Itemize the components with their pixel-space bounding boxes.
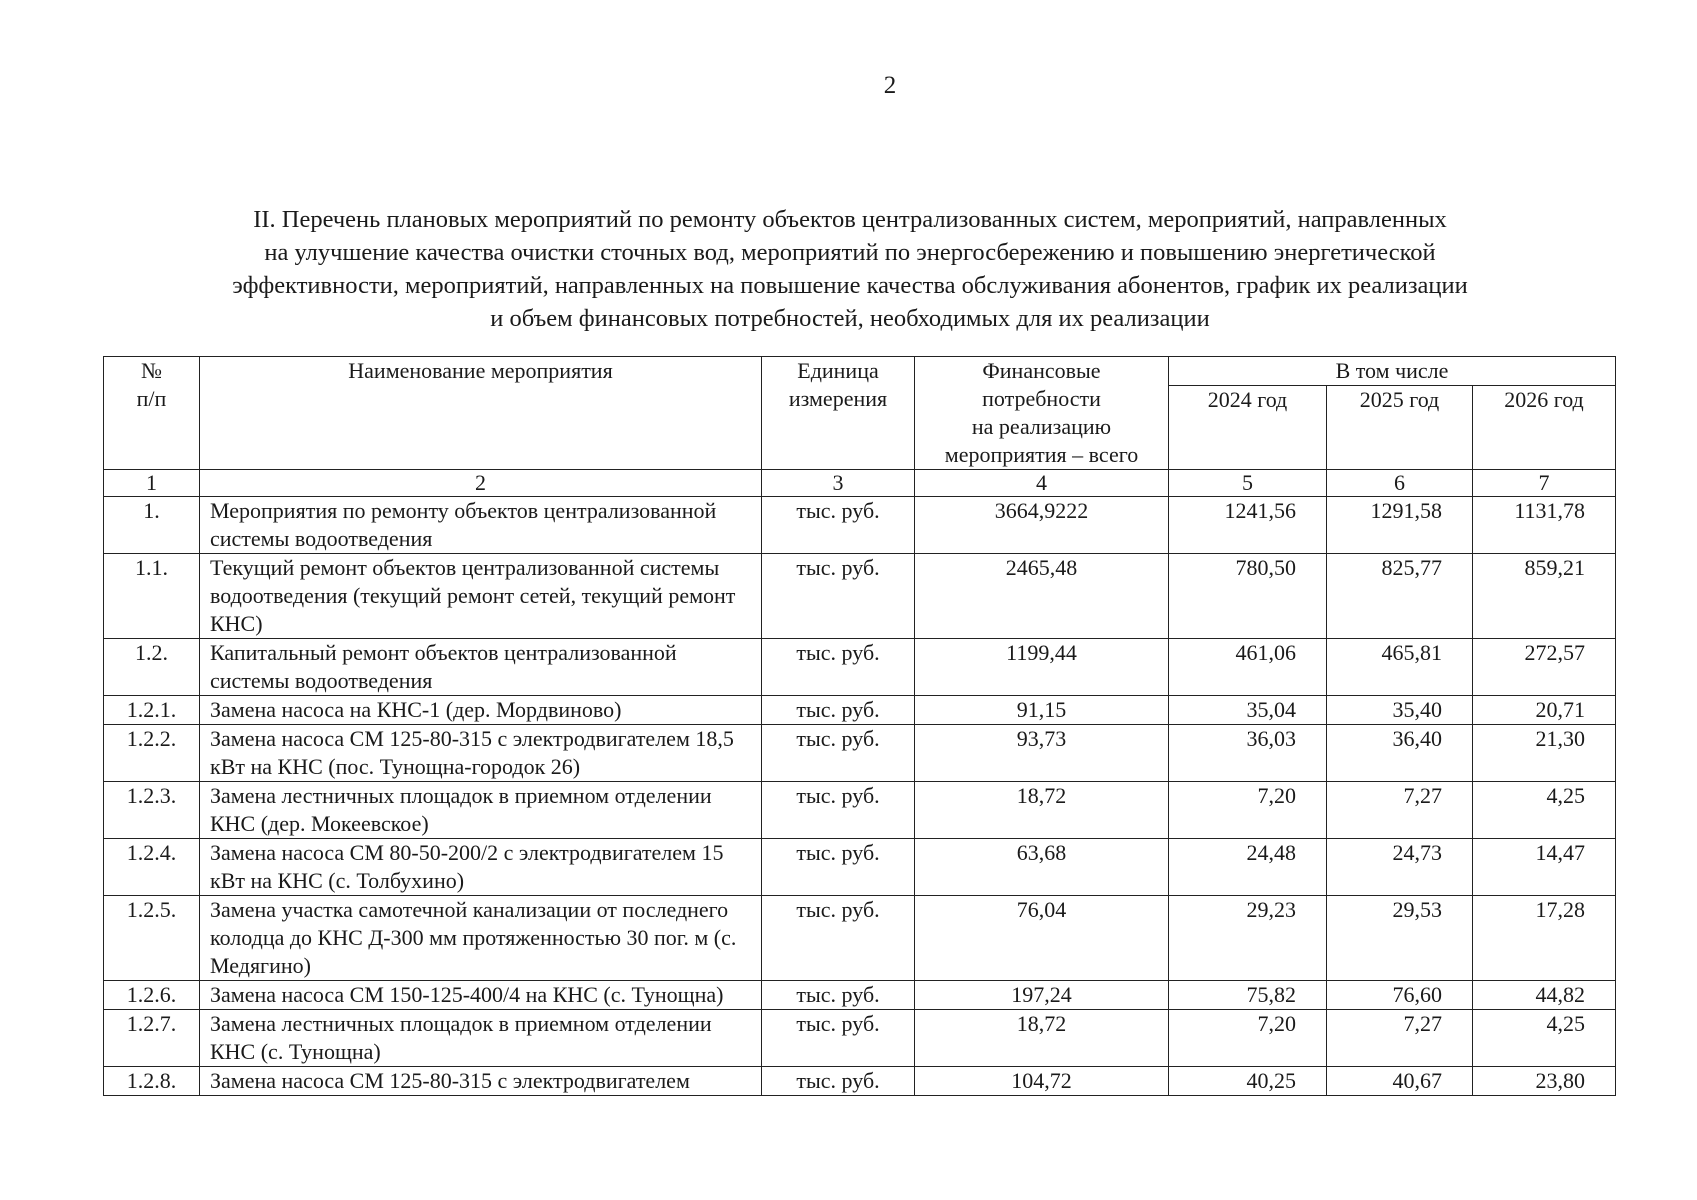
row-2025: 76,60	[1327, 981, 1473, 1010]
row-2026: 17,28	[1473, 896, 1616, 981]
row-2024: 40,25	[1169, 1067, 1327, 1096]
header-finance	[915, 357, 1169, 470]
row-unit: тыс. руб.	[762, 639, 915, 696]
row-2024: 1241,56	[1169, 497, 1327, 554]
table-row	[104, 725, 1616, 782]
row-2026: 1131,78	[1473, 497, 1616, 554]
row-unit: тыс. руб.	[762, 554, 915, 639]
row-number: 1.2.4.	[104, 839, 200, 896]
row-2026: 859,21	[1473, 554, 1616, 639]
row-unit: тыс. руб.	[762, 896, 915, 981]
row-total: 18,72	[915, 782, 1169, 839]
row-2025: 7,27	[1327, 782, 1473, 839]
row-number: 1.2.	[104, 639, 200, 696]
row-2025: 1291,58	[1327, 497, 1473, 554]
title-line-2: на улучшение качества очистки сточных вод, мероприятий по энергосбережению и повышению энергетической	[264, 239, 1436, 266]
table-row	[104, 896, 1616, 981]
row-total: 93,73	[915, 725, 1169, 782]
row-number: 1.2.8.	[104, 1067, 200, 1096]
title-line-1: II. Перечень плановых мероприятий по ремонту объектов централизованных систем, мероприятий, направленных	[253, 206, 1447, 233]
header-unit-line2: измерения	[788, 386, 888, 411]
column-number-5: 5	[1169, 470, 1327, 497]
table-row	[104, 696, 1616, 725]
row-2026: 4,25	[1473, 1010, 1616, 1067]
header-num	[104, 357, 200, 470]
row-2026: 20,71	[1473, 696, 1616, 725]
row-2025: 825,77	[1327, 554, 1473, 639]
table-row	[104, 1010, 1616, 1067]
table-row	[104, 981, 1616, 1010]
column-number-2: 2	[200, 470, 762, 497]
row-name: Мероприятия по ремонту объектов централизованной системы водоотведения	[200, 497, 762, 554]
row-name: Замена насоса на КНС-1 (дер. Мордвиново)	[200, 696, 762, 725]
header-name: Наименование мероприятия	[200, 357, 762, 470]
row-2025: 29,53	[1327, 896, 1473, 981]
row-unit: тыс. руб.	[762, 782, 915, 839]
row-2025: 36,40	[1327, 725, 1473, 782]
header-row-1	[104, 357, 1616, 386]
row-unit: тыс. руб.	[762, 1010, 915, 1067]
row-total: 1199,44	[915, 639, 1169, 696]
row-2024: 35,04	[1169, 696, 1327, 725]
row-number: 1.2.6.	[104, 981, 200, 1010]
row-total: 197,24	[915, 981, 1169, 1010]
column-number-6: 6	[1327, 470, 1473, 497]
row-2025: 7,27	[1327, 1010, 1473, 1067]
row-2026: 4,25	[1473, 782, 1616, 839]
row-2025: 24,73	[1327, 839, 1473, 896]
title-line-3: эффективности, мероприятий, направленных на повышение качества обслуживания абонентов, график их реализации	[232, 272, 1468, 299]
row-2026: 44,82	[1473, 981, 1616, 1010]
row-total: 18,72	[915, 1010, 1169, 1067]
header-unit	[762, 357, 915, 470]
table-row	[104, 497, 1616, 554]
header-2024: 2024 год	[1169, 386, 1327, 470]
activities-table	[103, 356, 1616, 1096]
header-finance-line4: мероприятия – всего	[944, 442, 1139, 467]
row-number: 1.2.5.	[104, 896, 200, 981]
row-name: Замена насоса СМ 80-50-200/2 с электродвигателем 15 кВт на КНС (с. Толбухино)	[200, 839, 762, 896]
column-number-row	[104, 470, 1616, 497]
header-2026: 2026 год	[1473, 386, 1616, 470]
header-unit-line1: Единица	[797, 358, 879, 383]
row-name: Капитальный ремонт объектов централизованной системы водоотведения	[200, 639, 762, 696]
header-finance-line1: Финансовые	[982, 358, 1101, 383]
row-2026: 23,80	[1473, 1067, 1616, 1096]
header-finance-line2: потребности	[982, 386, 1101, 411]
row-name: Текущий ремонт объектов централизованной системы водоотведения (текущий ремонт сетей, текущий ремонт КНС)	[200, 554, 762, 639]
row-name: Замена лестничных площадок в приемном отделении КНС (с. Тунощна)	[200, 1010, 762, 1067]
table-row	[104, 639, 1616, 696]
row-2024: 75,82	[1169, 981, 1327, 1010]
row-unit: тыс. руб.	[762, 981, 915, 1010]
row-unit: тыс. руб.	[762, 497, 915, 554]
row-number: 1.	[104, 497, 200, 554]
row-2024: 36,03	[1169, 725, 1327, 782]
row-total: 63,68	[915, 839, 1169, 896]
document-title	[120, 203, 1580, 335]
header-finance-line3: на реализацию	[971, 414, 1112, 439]
row-name: Замена насоса СМ 125-80-315 с электродвигателем	[200, 1067, 762, 1096]
column-number-7: 7	[1473, 470, 1616, 497]
row-2026: 272,57	[1473, 639, 1616, 696]
row-number: 1.2.1.	[104, 696, 200, 725]
row-name: Замена лестничных площадок в приемном отделении КНС (дер. Мокеевское)	[200, 782, 762, 839]
row-name: Замена насоса СМ 125-80-315 с электродвигателем 18,5 кВт на КНС (пос. Тунощна-городок 26)	[200, 725, 762, 782]
row-2024: 7,20	[1169, 782, 1327, 839]
column-number-1: 1	[104, 470, 200, 497]
header-num-line1: №	[141, 358, 162, 383]
row-2024: 780,50	[1169, 554, 1327, 639]
row-unit: тыс. руб.	[762, 839, 915, 896]
row-total: 3664,9222	[915, 497, 1169, 554]
row-2024: 24,48	[1169, 839, 1327, 896]
table-row	[104, 554, 1616, 639]
header-including: В том числе	[1169, 357, 1616, 386]
row-total: 91,15	[915, 696, 1169, 725]
row-total: 76,04	[915, 896, 1169, 981]
row-unit: тыс. руб.	[762, 1067, 915, 1096]
row-number: 1.2.7.	[104, 1010, 200, 1067]
row-2025: 35,40	[1327, 696, 1473, 725]
row-name: Замена насоса СМ 150-125-400/4 на КНС (с. Тунощна)	[200, 981, 762, 1010]
table-row	[104, 782, 1616, 839]
row-2024: 7,20	[1169, 1010, 1327, 1067]
table-row	[104, 839, 1616, 896]
table-row	[104, 1067, 1616, 1096]
header-num-line2: п/п	[136, 386, 167, 411]
title-line-4: и объем финансовых потребностей, необходимых для их реализации	[490, 305, 1210, 332]
row-unit: тыс. руб.	[762, 696, 915, 725]
row-2026: 14,47	[1473, 839, 1616, 896]
row-2025: 465,81	[1327, 639, 1473, 696]
row-total: 104,72	[915, 1067, 1169, 1096]
column-number-3: 3	[762, 470, 915, 497]
page-number: 2	[883, 72, 897, 99]
row-name: Замена участка самотечной канализации от последнего колодца до КНС Д-300 мм протяженностью 30 пог. м (с. Медягино)	[200, 896, 762, 981]
row-2025: 40,67	[1327, 1067, 1473, 1096]
row-number: 1.1.	[104, 554, 200, 639]
column-number-4: 4	[915, 470, 1169, 497]
row-2026: 21,30	[1473, 725, 1616, 782]
row-2024: 29,23	[1169, 896, 1327, 981]
row-unit: тыс. руб.	[762, 725, 915, 782]
row-number: 1.2.2.	[104, 725, 200, 782]
header-2025: 2025 год	[1327, 386, 1473, 470]
row-2024: 461,06	[1169, 639, 1327, 696]
row-number: 1.2.3.	[104, 782, 200, 839]
row-total: 2465,48	[915, 554, 1169, 639]
